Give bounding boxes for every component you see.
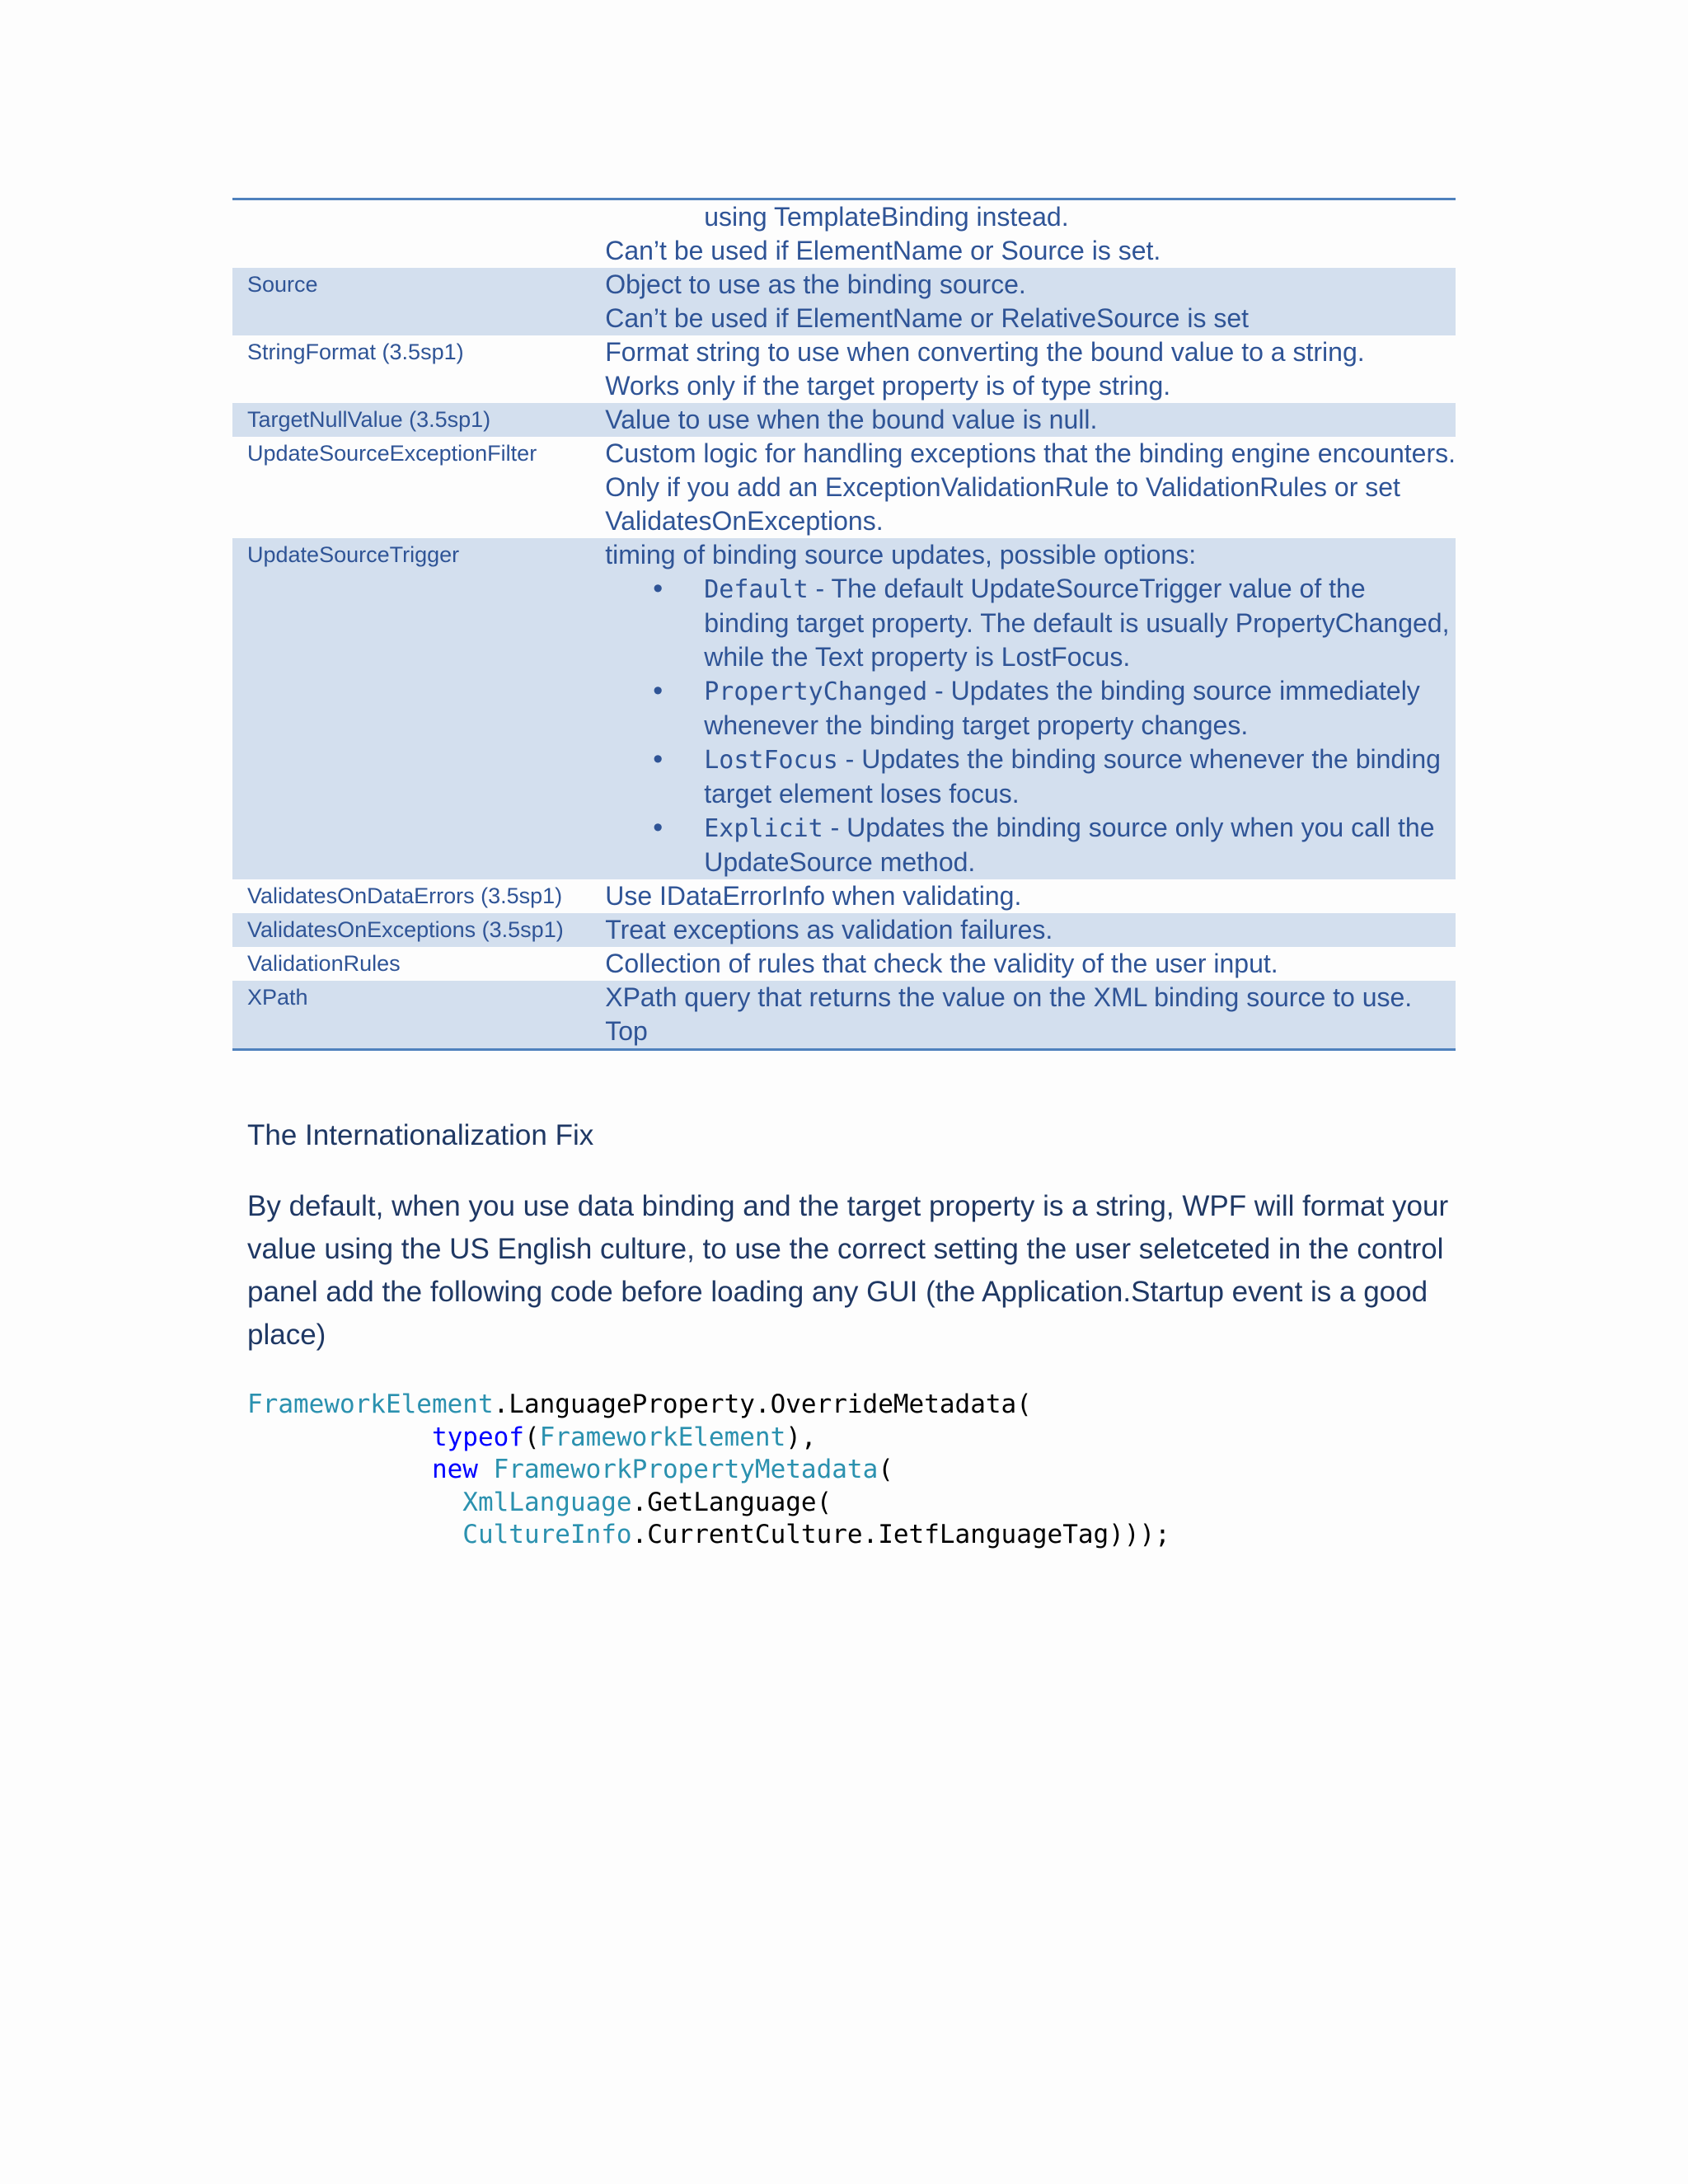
property-name-cell: Source [232, 268, 605, 335]
property-description-cell [605, 437, 1456, 538]
binding-properties-table [232, 198, 1456, 1051]
option-code: Explicit [704, 814, 823, 843]
option-code: LostFocus [704, 746, 838, 775]
option-text: - Updates the binding source whenever the binding [837, 744, 1441, 774]
description-line: Treat exceptions as validation failures. [605, 915, 1053, 944]
option-code: Default [704, 575, 809, 604]
property-name-cell: UpdateSourceExceptionFilter [247, 441, 537, 466]
table-row [232, 437, 1456, 538]
description-line: Collection of rules that check the validity of the user input. [605, 949, 1278, 978]
code-token: .LanguageProperty.OverrideMetadata( [493, 1390, 1032, 1419]
section-heading: The Internationalization Fix [247, 1119, 594, 1151]
description-line: XPath query that returns the value on the XML binding source to use. [605, 982, 1413, 1012]
property-name-cell: TargetNullValue (3.5sp1) [232, 403, 605, 437]
table-row [232, 268, 1456, 335]
property-description-cell [605, 335, 1456, 403]
table-row [232, 879, 1456, 913]
property-name-cell: XPath [232, 981, 605, 1050]
property-name-cell: ValidationRules [247, 951, 401, 976]
code-token: ), [785, 1422, 817, 1452]
property-name-cell: ValidatesOnDataErrors (3.5sp1) [247, 883, 563, 908]
top-link[interactable]: Top [605, 1016, 648, 1046]
table-row [232, 199, 1456, 269]
property-description-cell [605, 981, 1456, 1050]
table-row [232, 538, 1456, 879]
code-token: ( [878, 1455, 893, 1484]
property-description-cell [605, 403, 1456, 437]
option-code: PropertyChanged [704, 677, 928, 706]
description-line: Can’t be used if ElementName or Source is set. [605, 236, 1161, 265]
property-description-cell [605, 879, 1456, 913]
property-description-cell [605, 913, 1456, 947]
property-description-cell [605, 947, 1456, 981]
code-token: FrameworkPropertyMetadata [493, 1455, 879, 1484]
property-description-cell [605, 268, 1456, 335]
option-text: - Updates the binding source immediately [927, 676, 1420, 705]
code-token: .CurrentCulture.IetfLanguageTag))); [631, 1520, 1170, 1549]
trigger-options-list [605, 572, 1456, 879]
option-text: - The default UpdateSourceTrigger value of the [808, 574, 1366, 603]
option-text: whenever the binding target property changes. [704, 710, 1249, 740]
property-name-cell: StringFormat (3.5sp1) [247, 340, 464, 364]
code-keyword: new [431, 1455, 478, 1484]
table-row [232, 947, 1456, 981]
property-name-cell: ValidatesOnExceptions (3.5sp1) [232, 913, 605, 947]
description-line: Works only if the target property is of type string. [605, 371, 1171, 401]
table-row [232, 981, 1456, 1050]
list-item [704, 743, 1456, 811]
option-text: - Updates the binding source only when you call the [823, 813, 1435, 842]
property-description-cell [605, 199, 1456, 269]
list-item [704, 811, 1456, 879]
code-keyword: typeof [431, 1422, 524, 1452]
body-paragraph: By default, when you use data binding and the target property is a string, WPF will format your value using the US English culture, to use the correct setting the user seletceted in the control panel add the following code before loading any GUI (the Application.Startup event is a good place) [247, 1190, 1449, 1351]
description-line: timing of binding source updates, possible options: [605, 540, 1197, 569]
description-line: Object to use as the binding source. [605, 269, 1026, 299]
code-token: .GetLanguage( [631, 1487, 832, 1517]
description-line: ValidatesOnExceptions. [605, 506, 884, 536]
property-name-cell [232, 199, 605, 269]
description-line: Value to use when the bound value is null. [605, 405, 1098, 434]
property-description-cell [605, 538, 1456, 879]
description-line: Format string to use when converting the bound value to a string. [605, 337, 1365, 367]
description-line: Can’t be used if ElementName or RelativeSource is set [605, 303, 1250, 333]
description-line: Only if you add an ExceptionValidationRule to ValidationRules or set [605, 472, 1400, 502]
code-token: XmlLanguage [462, 1487, 632, 1517]
description-line: Use IDataErrorInfo when validating. [605, 881, 1022, 911]
list-item [704, 572, 1456, 674]
table-row [232, 403, 1456, 437]
list-item [704, 674, 1456, 743]
code-token: FrameworkElement [539, 1422, 786, 1452]
description-line: using TemplateBinding instead. [704, 202, 1069, 232]
table-row [232, 335, 1456, 403]
code-token: CultureInfo [462, 1520, 632, 1549]
code-block [247, 1389, 1170, 1552]
option-text: UpdateSource method. [704, 847, 976, 877]
code-token: FrameworkElement [247, 1390, 494, 1419]
table-row [232, 913, 1456, 947]
option-text: while the Text property is LostFocus. [704, 642, 1131, 672]
option-text: binding target property. The default is usually PropertyChanged, [704, 608, 1450, 638]
description-line: Custom logic for handling exceptions that the binding engine encounters. [605, 438, 1456, 468]
code-token: ( [523, 1422, 540, 1452]
property-name-cell: UpdateSourceTrigger [232, 538, 605, 879]
option-text: target element loses focus. [704, 779, 1020, 808]
